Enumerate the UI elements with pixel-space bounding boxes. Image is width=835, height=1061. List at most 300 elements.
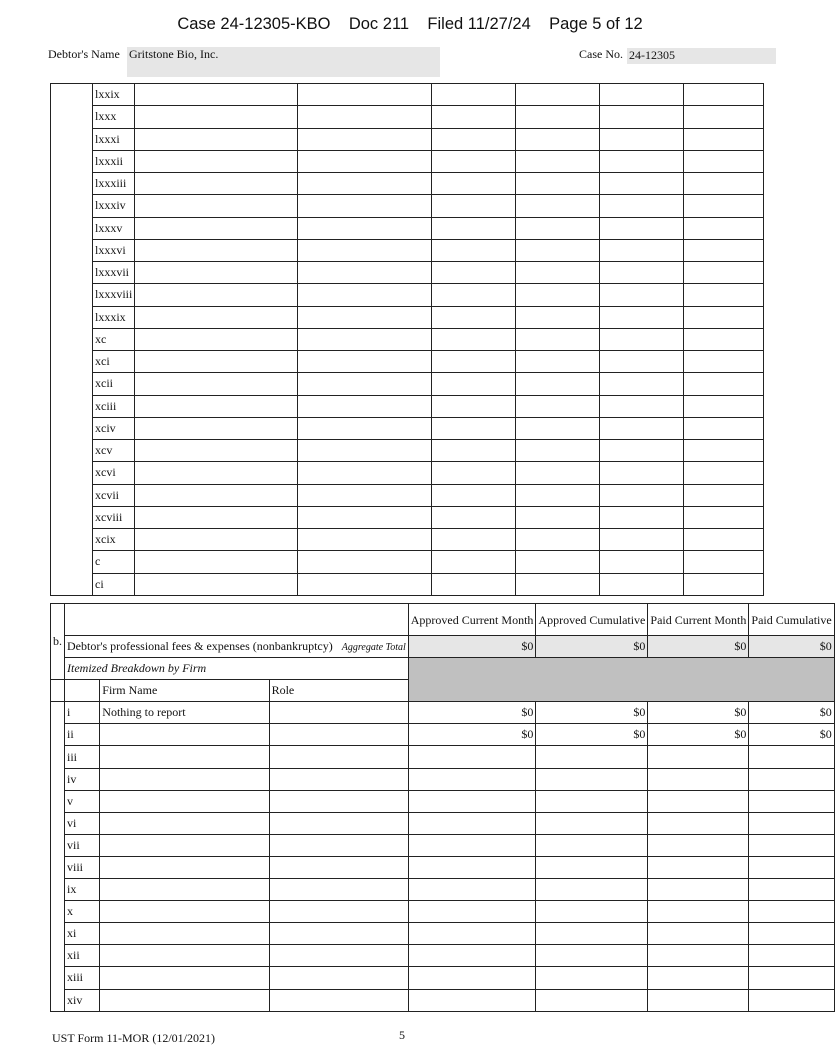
paid-current-month-cell[interactable]: [600, 173, 684, 195]
aggregate-paid-current-month[interactable]: $0: [648, 636, 749, 658]
row-number: xcix: [93, 529, 135, 551]
firm-name-cell[interactable]: [100, 989, 269, 1011]
row-number: v: [65, 790, 100, 812]
paid-current-month-cell[interactable]: [600, 328, 684, 350]
paid-cumulative-cell[interactable]: [684, 262, 764, 284]
paid-cumulative-cell[interactable]: [684, 417, 764, 439]
approved-cumulative-cell[interactable]: [516, 417, 600, 439]
form-identifier: UST Form 11-MOR (12/01/2021): [52, 1031, 216, 1045]
approved-current-month-cell[interactable]: [432, 551, 516, 573]
row-number: vi: [65, 812, 100, 834]
approved-current-month-cell[interactable]: [432, 284, 516, 306]
approved-cumulative-cell[interactable]: [516, 573, 600, 595]
role-cell[interactable]: [298, 462, 432, 484]
table-row: [51, 945, 835, 967]
paid-current-month-cell[interactable]: [600, 529, 684, 551]
approved-cumulative-cell[interactable]: [516, 262, 600, 284]
table-row: [51, 856, 835, 878]
row-number: xi: [65, 923, 100, 945]
aggregate-approved-cumulative[interactable]: $0: [536, 636, 648, 658]
row-number: lxxxvi: [93, 239, 135, 261]
approved-current-month-cell[interactable]: [408, 812, 536, 834]
approved-cumulative-cell[interactable]: $0: [536, 702, 648, 724]
firm-name-cell[interactable]: [135, 395, 298, 417]
table-row: [51, 328, 764, 350]
approved-current-month-cell[interactable]: [432, 262, 516, 284]
paid-current-month-cell[interactable]: [600, 239, 684, 261]
approved-cumulative-cell[interactable]: [516, 440, 600, 462]
role-cell[interactable]: [298, 239, 432, 261]
paid-cumulative-cell[interactable]: [749, 834, 834, 856]
approved-current-month-cell[interactable]: [432, 506, 516, 528]
approved-current-month-cell[interactable]: [432, 573, 516, 595]
paid-cumulative-cell[interactable]: [684, 462, 764, 484]
approved-cumulative-cell[interactable]: [536, 746, 648, 768]
approved-cumulative-cell[interactable]: [516, 328, 600, 350]
approved-current-month-cell[interactable]: [432, 462, 516, 484]
firm-name-cell[interactable]: [135, 417, 298, 439]
firm-name-cell[interactable]: [135, 373, 298, 395]
table-row: [51, 484, 764, 506]
table-row: [51, 573, 764, 595]
paid-current-month-cell[interactable]: [648, 746, 749, 768]
paid-current-month-cell[interactable]: [648, 879, 749, 901]
approved-current-month-cell[interactable]: [408, 834, 536, 856]
row-number: x: [65, 901, 100, 923]
paid-current-month-cell[interactable]: [600, 417, 684, 439]
paid-cumulative-cell[interactable]: [684, 284, 764, 306]
paid-current-month-cell[interactable]: [600, 484, 684, 506]
role-cell[interactable]: [269, 856, 408, 878]
row-number: xci: [93, 351, 135, 373]
paid-cumulative-cell[interactable]: [749, 746, 834, 768]
approved-cumulative-cell[interactable]: [516, 284, 600, 306]
table-row: [51, 989, 835, 1011]
paid-current-month-cell[interactable]: [648, 812, 749, 834]
firm-name-cell[interactable]: [100, 746, 269, 768]
approved-cumulative-cell[interactable]: [516, 173, 600, 195]
approved-current-month-cell[interactable]: [408, 989, 536, 1011]
role-cell[interactable]: [298, 573, 432, 595]
paid-cumulative-cell[interactable]: [749, 901, 834, 923]
firm-name-cell[interactable]: [100, 945, 269, 967]
firm-name-cell[interactable]: [100, 834, 269, 856]
approved-current-month-cell[interactable]: [432, 484, 516, 506]
row-number: lxxxiv: [93, 195, 135, 217]
role-cell[interactable]: [269, 746, 408, 768]
approved-cumulative-cell[interactable]: [516, 84, 600, 106]
left-blank-column: [51, 84, 93, 596]
row-number: lxxxi: [93, 128, 135, 150]
role-cell[interactable]: [269, 790, 408, 812]
approved-current-month-cell[interactable]: [432, 373, 516, 395]
firm-name-cell[interactable]: [135, 128, 298, 150]
table-row: [51, 812, 835, 834]
aggregate-row: [51, 636, 835, 658]
table-row: [51, 879, 835, 901]
table-row: [51, 84, 764, 106]
role-cell[interactable]: [269, 834, 408, 856]
paid-current-month-cell[interactable]: $0: [648, 724, 749, 746]
approved-cumulative-cell[interactable]: [536, 879, 648, 901]
approved-cumulative-cell[interactable]: [516, 217, 600, 239]
aggregate-approved-current-month[interactable]: $0: [408, 636, 536, 658]
row-number: ix: [65, 879, 100, 901]
approved-current-month-cell[interactable]: [408, 768, 536, 790]
paid-current-month-cell[interactable]: [648, 967, 749, 989]
paid-cumulative-cell[interactable]: [749, 856, 834, 878]
firm-name-cell[interactable]: [135, 84, 298, 106]
role-cell[interactable]: [298, 84, 432, 106]
professional-fees-table: [50, 603, 835, 1012]
paid-current-month-cell[interactable]: [600, 373, 684, 395]
approved-cumulative-cell[interactable]: [536, 989, 648, 1011]
approved-cumulative-cell[interactable]: [516, 506, 600, 528]
aggregate-label-cell: [65, 636, 409, 658]
role-cell[interactable]: [269, 923, 408, 945]
approved-cumulative-cell[interactable]: [536, 945, 648, 967]
approved-current-month-cell[interactable]: [432, 128, 516, 150]
firm-name-cell[interactable]: [135, 217, 298, 239]
paid-current-month-cell[interactable]: [600, 506, 684, 528]
approved-current-month-cell[interactable]: [432, 106, 516, 128]
role-cell[interactable]: [298, 173, 432, 195]
approved-current-month-cell[interactable]: [432, 173, 516, 195]
role-cell[interactable]: [269, 724, 408, 746]
firm-name-cell[interactable]: [135, 440, 298, 462]
paid-cumulative-cell[interactable]: [749, 989, 834, 1011]
approved-cumulative-cell[interactable]: [516, 395, 600, 417]
row-number: vii: [65, 834, 100, 856]
table-row: [51, 834, 835, 856]
paid-cumulative-cell[interactable]: [684, 484, 764, 506]
debtor-name-label: Debtor's Name: [48, 47, 120, 61]
paid-current-month-cell[interactable]: [648, 989, 749, 1011]
role-cell[interactable]: [298, 506, 432, 528]
role-cell[interactable]: [298, 484, 432, 506]
approved-cumulative-cell[interactable]: [516, 128, 600, 150]
role-cell[interactable]: [269, 702, 408, 724]
aggregate-paid-cumulative[interactable]: $0: [749, 636, 834, 658]
role-cell[interactable]: [298, 373, 432, 395]
paid-current-month-cell[interactable]: [600, 150, 684, 172]
role-cell[interactable]: [298, 351, 432, 373]
firm-name-cell[interactable]: [135, 262, 298, 284]
approved-current-month-cell[interactable]: [408, 967, 536, 989]
approved-current-month-cell[interactable]: [408, 901, 536, 923]
paid-cumulative-cell[interactable]: [684, 529, 764, 551]
firm-name-cell[interactable]: [100, 790, 269, 812]
paid-current-month-cell[interactable]: [600, 106, 684, 128]
paid-cumulative-cell[interactable]: [749, 879, 834, 901]
paid-current-month-cell[interactable]: [648, 901, 749, 923]
paid-cumulative-cell[interactable]: [684, 128, 764, 150]
paid-current-month-cell[interactable]: [600, 306, 684, 328]
itemized-row: [51, 658, 835, 680]
role-cell[interactable]: [298, 306, 432, 328]
paid-cumulative-cell[interactable]: $0: [749, 724, 834, 746]
firm-header-blank-left: [51, 680, 65, 702]
approved-current-month-cell[interactable]: [432, 239, 516, 261]
firm-name-cell[interactable]: [135, 306, 298, 328]
role-cell[interactable]: [269, 945, 408, 967]
paid-cumulative-cell[interactable]: [684, 239, 764, 261]
approved-cumulative-cell[interactable]: [536, 812, 648, 834]
table-row: [51, 173, 764, 195]
paid-cumulative-cell[interactable]: [749, 812, 834, 834]
paid-current-month-cell[interactable]: [600, 395, 684, 417]
paid-cumulative-cell[interactable]: [749, 967, 834, 989]
table-row: [51, 395, 764, 417]
approved-cumulative-cell[interactable]: [536, 790, 648, 812]
row-number: xciii: [93, 395, 135, 417]
approved-cumulative-cell[interactable]: $0: [536, 724, 648, 746]
approved-current-month-cell[interactable]: [432, 328, 516, 350]
paid-cumulative-cell[interactable]: [749, 923, 834, 945]
row-number: lxxxix: [93, 306, 135, 328]
row-number: lxxxvii: [93, 262, 135, 284]
case-number-label: Case No.: [579, 47, 623, 61]
row-number: lxxxviii: [93, 284, 135, 306]
approved-cumulative-cell[interactable]: [516, 106, 600, 128]
firm-name-cell[interactable]: [135, 462, 298, 484]
row-number: c: [93, 551, 135, 573]
table-row: [51, 306, 764, 328]
firm-name-cell[interactable]: Nothing to report: [100, 702, 269, 724]
col-paid-cumulative: Paid Cumulative: [749, 604, 834, 636]
approved-current-month-cell[interactable]: [432, 417, 516, 439]
approved-cumulative-cell[interactable]: [536, 856, 648, 878]
table-row: [51, 790, 835, 812]
paid-current-month-cell[interactable]: [600, 128, 684, 150]
role-cell[interactable]: [298, 440, 432, 462]
paid-cumulative-cell[interactable]: [684, 506, 764, 528]
paid-cumulative-cell[interactable]: [684, 573, 764, 595]
approved-current-month-cell[interactable]: [432, 84, 516, 106]
paid-current-month-cell[interactable]: [600, 351, 684, 373]
row-number: xiii: [65, 967, 100, 989]
paid-current-month-cell[interactable]: [600, 462, 684, 484]
paid-cumulative-cell[interactable]: [684, 440, 764, 462]
table-row: [51, 506, 764, 528]
paid-cumulative-cell[interactable]: [684, 84, 764, 106]
approved-cumulative-cell[interactable]: [536, 901, 648, 923]
table-row: [51, 702, 835, 724]
paid-cumulative-cell[interactable]: [749, 768, 834, 790]
role-cell[interactable]: [298, 417, 432, 439]
approved-cumulative-cell[interactable]: [536, 834, 648, 856]
role-cell[interactable]: [269, 901, 408, 923]
table-row: [51, 373, 764, 395]
paid-cumulative-cell[interactable]: [684, 351, 764, 373]
case-number-field[interactable]: 24-12305: [627, 48, 776, 64]
paid-cumulative-cell[interactable]: [684, 150, 764, 172]
firm-name-cell[interactable]: [135, 328, 298, 350]
firm-name-cell[interactable]: [135, 506, 298, 528]
approved-cumulative-cell[interactable]: [516, 529, 600, 551]
paid-current-month-cell[interactable]: [600, 573, 684, 595]
approved-current-month-cell[interactable]: $0: [408, 724, 536, 746]
paid-current-month-cell[interactable]: [600, 551, 684, 573]
role-cell[interactable]: [298, 395, 432, 417]
table-row: [51, 551, 764, 573]
approved-current-month-cell[interactable]: [408, 856, 536, 878]
firm-name-cell[interactable]: [135, 239, 298, 261]
paid-cumulative-cell[interactable]: [684, 306, 764, 328]
approved-cumulative-cell[interactable]: [536, 923, 648, 945]
approved-current-month-cell[interactable]: [408, 746, 536, 768]
role-cell[interactable]: [269, 967, 408, 989]
role-cell[interactable]: [298, 529, 432, 551]
paid-current-month-cell[interactable]: $0: [648, 702, 749, 724]
paid-cumulative-cell[interactable]: [684, 217, 764, 239]
firm-name-cell[interactable]: [135, 551, 298, 573]
table-row: [51, 417, 764, 439]
paid-cumulative-cell[interactable]: [684, 373, 764, 395]
paid-current-month-cell[interactable]: [648, 790, 749, 812]
firm-name-cell[interactable]: [100, 901, 269, 923]
firm-name-cell[interactable]: [100, 768, 269, 790]
firm-name-cell[interactable]: [135, 106, 298, 128]
paid-cumulative-cell[interactable]: $0: [749, 702, 834, 724]
approved-current-month-cell[interactable]: [408, 945, 536, 967]
table-row: [51, 462, 764, 484]
approved-current-month-cell[interactable]: [432, 150, 516, 172]
approved-current-month-cell[interactable]: [432, 440, 516, 462]
paid-cumulative-cell[interactable]: [749, 945, 834, 967]
firm-name-cell[interactable]: [135, 484, 298, 506]
table-row: [51, 262, 764, 284]
paid-current-month-cell[interactable]: [648, 856, 749, 878]
firm-name-cell[interactable]: [100, 879, 269, 901]
role-cell[interactable]: [269, 812, 408, 834]
column-header-row: [51, 604, 835, 636]
paid-cumulative-cell[interactable]: [684, 328, 764, 350]
paid-current-month-cell[interactable]: [648, 923, 749, 945]
approved-current-month-cell[interactable]: [432, 395, 516, 417]
paid-current-month-cell[interactable]: [600, 440, 684, 462]
row-number: i: [65, 702, 100, 724]
firm-name-cell[interactable]: [135, 529, 298, 551]
page-number: 5: [399, 1028, 405, 1042]
approved-current-month-cell[interactable]: [432, 217, 516, 239]
firm-name-cell[interactable]: [100, 856, 269, 878]
paid-current-month-cell[interactable]: [648, 945, 749, 967]
row-number: xcvi: [93, 462, 135, 484]
role-cell[interactable]: [269, 989, 408, 1011]
row-number: xcviii: [93, 506, 135, 528]
approved-current-month-cell[interactable]: [432, 195, 516, 217]
aggregate-label: Debtor's professional fees & expenses (nonbankruptcy): [67, 639, 333, 654]
paid-cumulative-cell[interactable]: [684, 395, 764, 417]
debtor-name-field[interactable]: Gritstone Bio, Inc.: [127, 47, 440, 77]
row-number: iii: [65, 746, 100, 768]
role-cell[interactable]: [298, 284, 432, 306]
role-cell[interactable]: [298, 106, 432, 128]
table-row: [51, 967, 835, 989]
paid-current-month-cell[interactable]: [600, 217, 684, 239]
approved-cumulative-cell[interactable]: [516, 306, 600, 328]
approved-cumulative-cell[interactable]: [516, 551, 600, 573]
firm-name-cell[interactable]: [100, 812, 269, 834]
paid-cumulative-cell[interactable]: [684, 173, 764, 195]
firm-name-cell[interactable]: [100, 724, 269, 746]
firm-header-blank-num: [65, 680, 100, 702]
row-number: ci: [93, 573, 135, 595]
row-number: lxxxiii: [93, 173, 135, 195]
approved-cumulative-cell[interactable]: [516, 351, 600, 373]
approved-cumulative-cell[interactable]: [516, 484, 600, 506]
table-row: [51, 195, 764, 217]
role-header: Role: [269, 680, 408, 702]
table-row: [51, 746, 835, 768]
paid-current-month-cell[interactable]: [600, 195, 684, 217]
table-row: [51, 150, 764, 172]
paid-current-month-cell[interactable]: [600, 84, 684, 106]
firm-name-cell[interactable]: [135, 284, 298, 306]
approved-current-month-cell[interactable]: [408, 923, 536, 945]
firm-name-cell[interactable]: [100, 923, 269, 945]
paid-cumulative-cell[interactable]: [684, 195, 764, 217]
approved-cumulative-cell[interactable]: [516, 150, 600, 172]
approved-current-month-cell[interactable]: [432, 529, 516, 551]
role-cell[interactable]: [269, 768, 408, 790]
firm-name-cell[interactable]: [135, 150, 298, 172]
role-cell[interactable]: [298, 328, 432, 350]
paid-current-month-cell[interactable]: [648, 768, 749, 790]
paid-cumulative-cell[interactable]: [749, 790, 834, 812]
row-number: ii: [65, 724, 100, 746]
approved-cumulative-cell[interactable]: [516, 462, 600, 484]
role-cell[interactable]: [298, 195, 432, 217]
role-cell[interactable]: [298, 128, 432, 150]
role-cell[interactable]: [269, 879, 408, 901]
approved-current-month-cell[interactable]: [432, 306, 516, 328]
approved-cumulative-cell[interactable]: [536, 967, 648, 989]
approved-current-month-cell[interactable]: $0: [408, 702, 536, 724]
itemized-breakdown-label: Itemized Breakdown by Firm: [65, 658, 409, 680]
approved-current-month-cell[interactable]: [408, 879, 536, 901]
role-cell[interactable]: [298, 551, 432, 573]
paid-cumulative-cell[interactable]: [684, 106, 764, 128]
table-row: [51, 284, 764, 306]
role-cell[interactable]: [298, 262, 432, 284]
role-cell[interactable]: [298, 217, 432, 239]
approved-cumulative-cell[interactable]: [516, 239, 600, 261]
firm-name-cell[interactable]: [135, 573, 298, 595]
firm-name-cell[interactable]: [135, 195, 298, 217]
table-row: [51, 217, 764, 239]
firm-name-cell[interactable]: [100, 967, 269, 989]
approved-current-month-cell[interactable]: [432, 351, 516, 373]
approved-cumulative-cell[interactable]: [516, 373, 600, 395]
firm-name-cell[interactable]: [135, 351, 298, 373]
firm-name-cell[interactable]: [135, 173, 298, 195]
role-cell[interactable]: [298, 150, 432, 172]
firm-name-header: Firm Name: [100, 680, 269, 702]
approved-cumulative-cell[interactable]: [516, 195, 600, 217]
paid-current-month-cell[interactable]: [648, 834, 749, 856]
approved-cumulative-cell[interactable]: [536, 768, 648, 790]
approved-current-month-cell[interactable]: [408, 790, 536, 812]
continuation-table: [50, 83, 764, 596]
paid-current-month-cell[interactable]: [600, 262, 684, 284]
table-row: [51, 529, 764, 551]
section-letter-cell: [51, 604, 65, 680]
paid-current-month-cell[interactable]: [600, 284, 684, 306]
table-row: [51, 106, 764, 128]
paid-cumulative-cell[interactable]: [684, 551, 764, 573]
